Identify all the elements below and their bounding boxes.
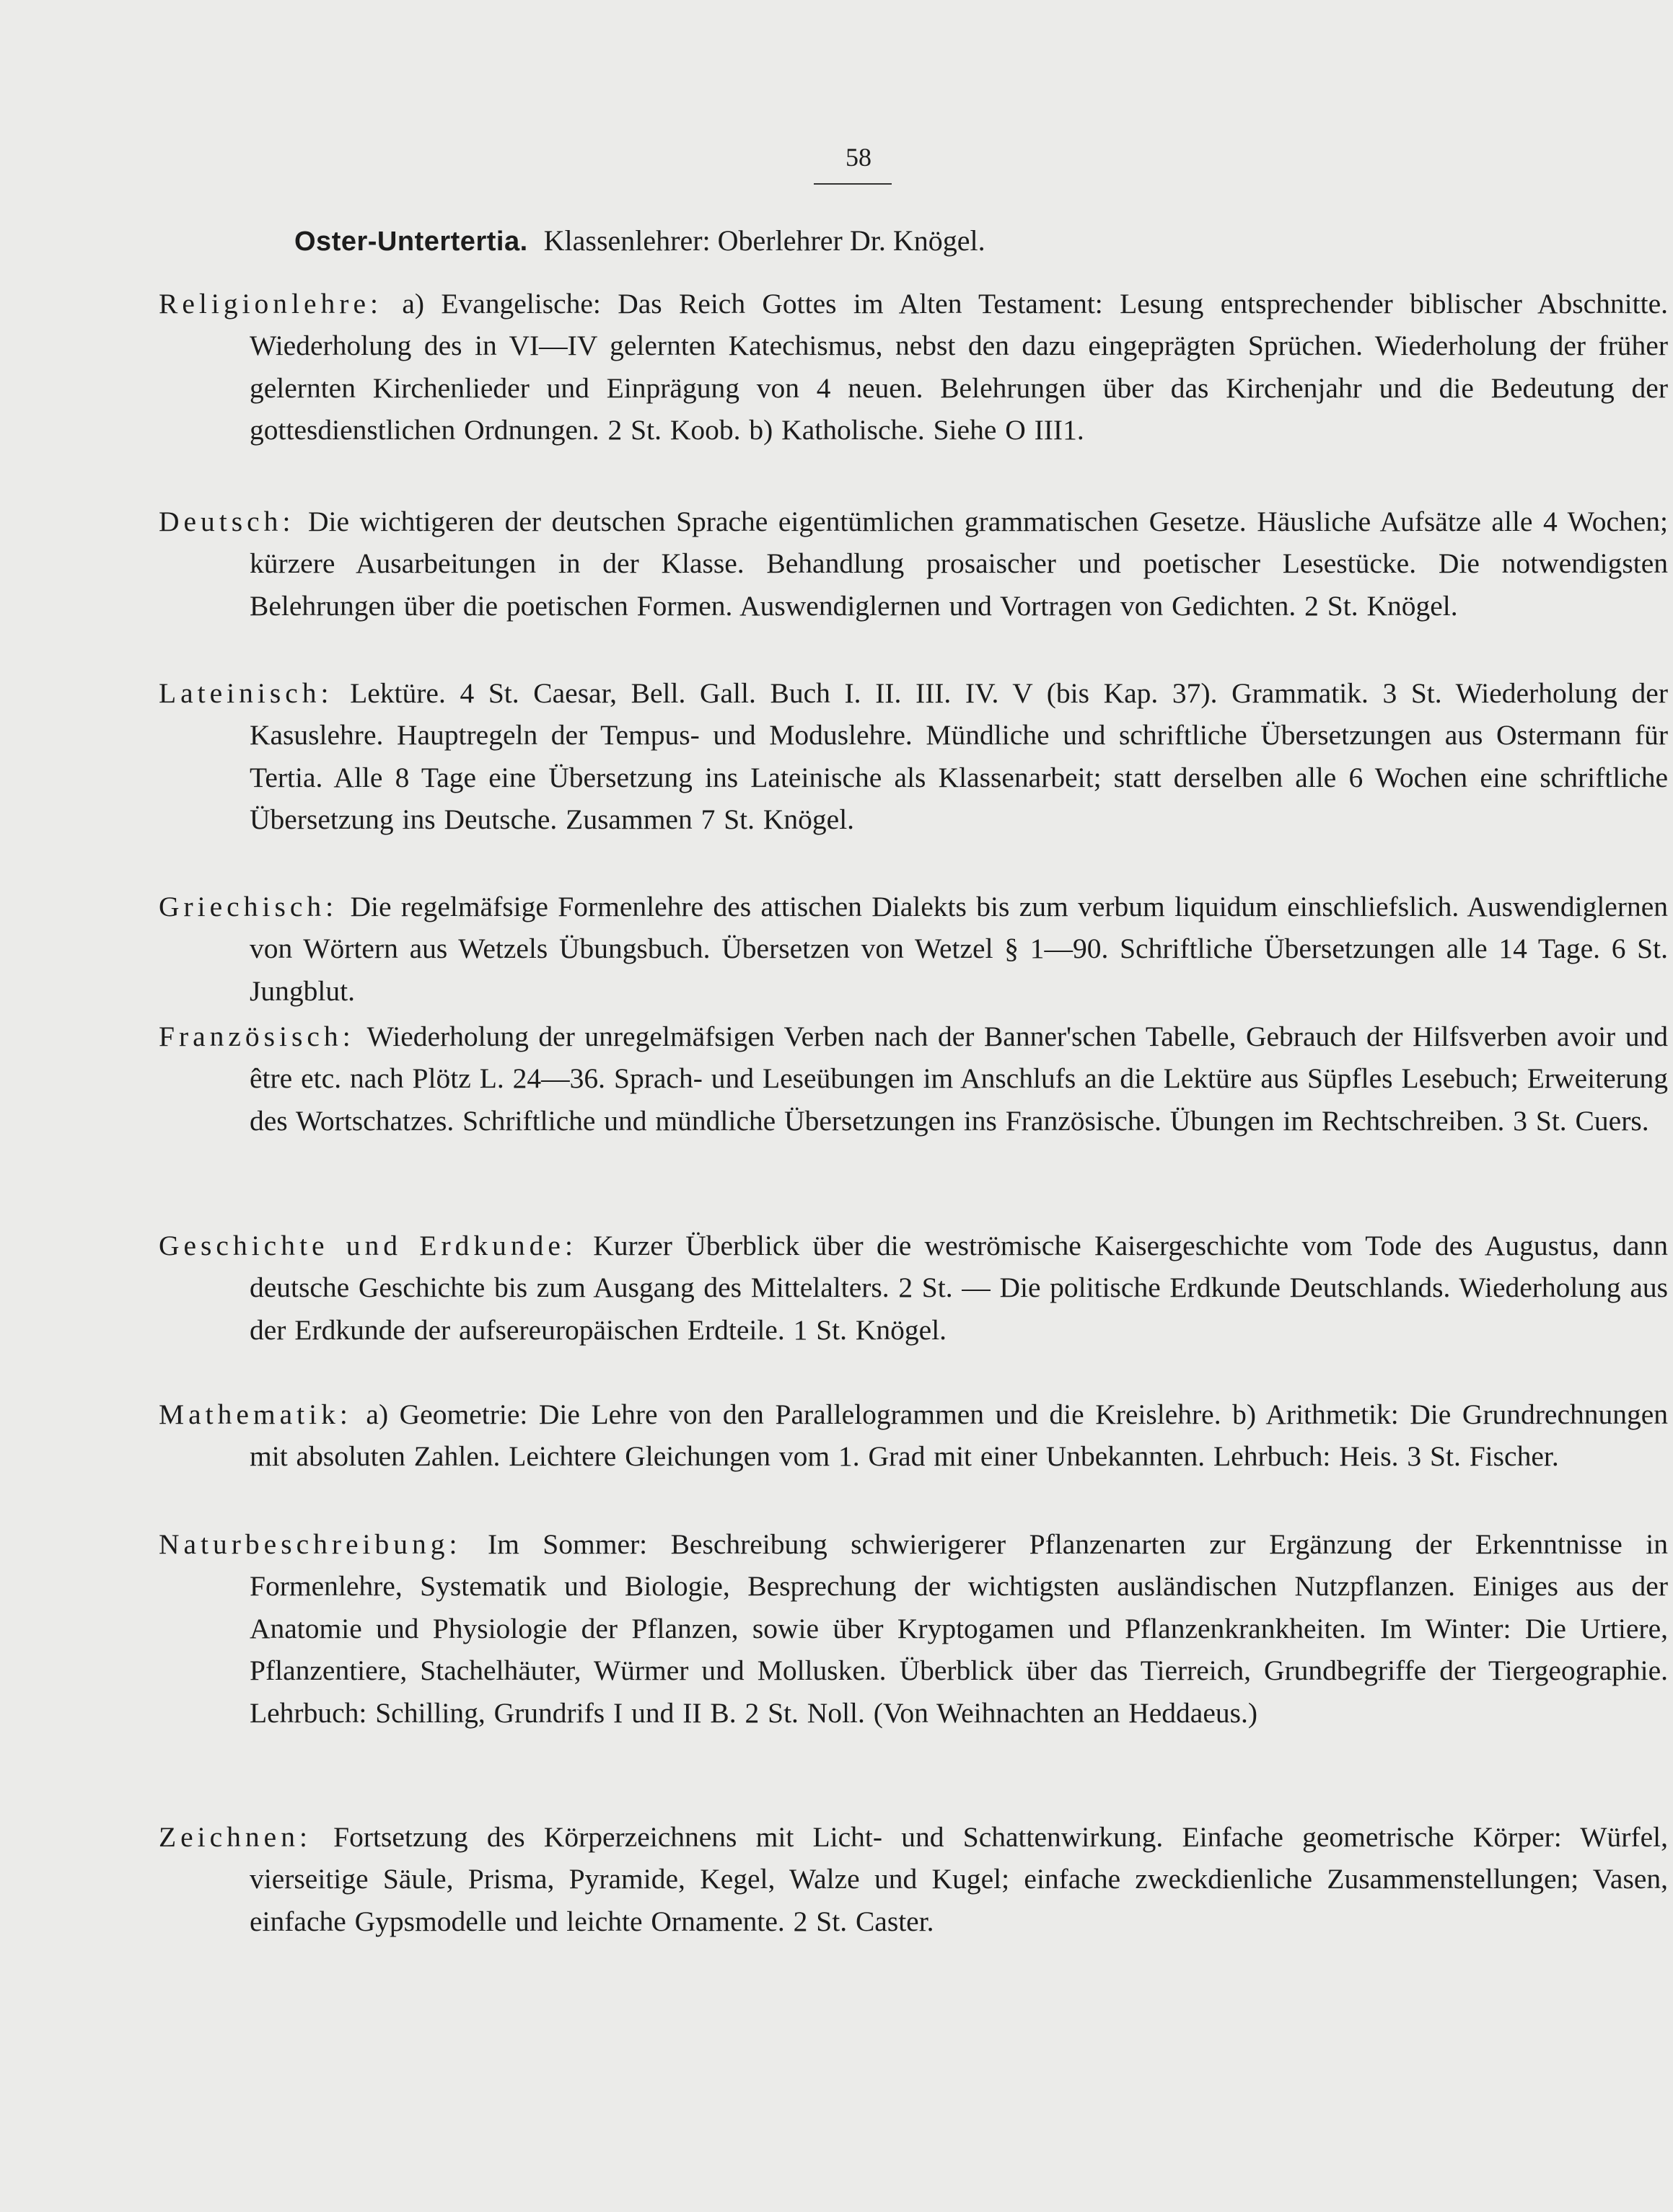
section-religionlehre: Religionlehre: a) Evangelische: Das Reich Gottes im Alten Testament: Lesung entsprechender biblischer Abschnitte. Wiederholung des in VI—IV gelernten Katechismus, nebst den dazu eingeprägten Sprüchen. Wiederholung der früher gelernten Kirchenlieder und Einprägung von 4 neuen. Belehrungen über das Kirchenjahr und die Bedeutung der gottesdienstlichen Ordnungen. 2 St. Koob. b) Katholische. Siehe O III1. (159, 288, 1669, 446)
subject-label: Zeichnen (159, 1821, 299, 1853)
page-number-rule (814, 183, 892, 185)
subject-label: Französisch (159, 1021, 343, 1052)
section-text: Im Sommer: Beschreibung schwierigerer Pflanzenarten zur Ergänzung der Erkenntnisse in Formenlehre, Systematik und Biologie, Besprechung der wichtigsten ausländischen Nutzpflanzen. Einiges aus der Anatomie und Physiologie der Pflanzen, sowie über Kryptogamen und Pflanzenkrankheiten. Im Winter: Die Urtiere, Pflanzentiere, Stachelhäuter, Würmer und Mollusken. Überblick über das Tierreich, Grundbegriffe der Tiergeographie. Lehrbuch: Schilling, Grundrifs I und II B. 2 St. Noll. (Von Weihnachten an Heddaeus.) (250, 1528, 1669, 1729)
subject-label: Deutsch (159, 506, 283, 537)
section-mathematik: Mathematik: a) Geometrie: Die Lehre von den Parallelogrammen und die Kreislehre. b) Arithmetik: Die Grundrechnungen mit absoluten Zahlen. Leichtere Gleichungen vom 1. Grad mit einer Unbekannten. Lehrbuch: Heis. 3 St. Fischer. (159, 1398, 1669, 1473)
section-text: a) Geometrie: Die Lehre von den Parallelogrammen und die Kreislehre. b) Arithmetik: Die Grundrechnungen mit absoluten Zahlen. Leichtere Gleichungen vom 1. Grad mit einer Unbekannten. Lehrbuch: Heis. 3 St. Fischer. (250, 1398, 1669, 1473)
subject-label: Griechisch (159, 891, 326, 922)
section-text: Kurzer Überblick über die weströmische Kaisergeschichte vom Tode des Augustus, dann deutsche Geschichte bis zum Ausgang des Mittelalters. 2 St. — Die politische Erdkunde Deutschlands. Wiederholung aus der Erdkunde der aufsereuropäischen Erdteile. 1 St. Knögel. (250, 1230, 1669, 1346)
section-text: Lektüre. 4 St. Caesar, Bell. Gall. Buch I. II. III. IV. V (bis Kap. 37). Grammatik. 3 St. Wiederholung der Kasuslehre. Hauptregeln der Tempus- und Moduslehre. Mündliche und schriftliche Übersetzungen aus Ostermann für Tertia. Alle 8 Tage eine Übersetzung ins Lateinische als Klassenarbeit; statt derselben alle 6 Wochen eine schriftliche Übersetzung ins Deutsche. Zusammen 7 St. Knögel. (250, 677, 1668, 836)
class-teacher: Klassenlehrer: Oberlehrer Dr. Knögel. (543, 224, 985, 257)
section-zeichnen: Zeichnen: Fortsetzung des Körperzeichnens mit Licht- und Schattenwirkung. Einfache geometrische Körper: Würfel, vierseitige Säule, Prisma, Pyramide, Kegel, Walze und Kugel; einfache zweckdienliche Zusammenstellungen; Vasen, einfache Gypsmodelle und leichte Ornamente. 2 St. Caster. (159, 1821, 1668, 1937)
class-title: Oster-Untertertia. (294, 226, 528, 257)
section-deutsch: Deutsch: Die wichtigeren der deutschen Sprache eigentümlichen grammatischen Gesetze. Häusliche Aufsätze alle 4 Wochen; kürzere Ausarbeitungen in der Klasse. Behandlung prosaischer und poetischer Lesestücke. Die notwendigsten Belehrungen über die poetischen Formen. Auswendiglernen und Vortragen von Gedichten. 2 St. Knögel. (159, 506, 1669, 622)
section-text: Die wichtigeren der deutschen Sprache eigentümlichen grammatischen Gesetze. Häusliche Aufsätze alle 4 Wochen; kürzere Ausarbeitungen in der Klasse. Behandlung prosaischer und poetischer Lesestücke. Die notwendigsten Belehrungen über die poetischen Formen. Auswendiglernen und Vortragen von Gedichten. 2 St. Knögel. (250, 506, 1669, 622)
page-number: 58 (846, 143, 871, 172)
section-franzoesisch: Französisch: Wiederholung der unregelmäfsigen Verben nach der Banner'schen Tabelle, Gebrauch der Hilfsverben avoir und être etc. nach Plötz L. 24—36. Sprach- und Leseübungen im Anschlufs an die Lektüre aus Süpfles Lesebuch; Erweiterung des Wortschatzes. Schriftliche und mündliche Übersetzungen ins Französische. Übungen im Rechtschreiben. 3 St. Cuers. (159, 1021, 1669, 1137)
subject-label: Geschichte und Erdkunde (159, 1230, 565, 1261)
subject-label: Lateinisch (159, 677, 321, 709)
class-header (294, 219, 1376, 263)
subject-label: Mathematik (159, 1398, 340, 1430)
section-geschichte-erdkunde: Geschichte und Erdkunde: Kurzer Überblick über die weströmische Kaisergeschichte vom Tode des Augustus, dann deutsche Geschichte bis zum Ausgang des Mittelalters. 2 St. — Die politische Erdkunde Deutschlands. Wiederholung aus der Erdkunde der aufsereuropäischen Erdteile. 1 St. Knögel. (159, 1230, 1669, 1346)
section-lateinisch: Lateinisch: Lektüre. 4 St. Caesar, Bell. Gall. Buch I. II. III. IV. V (bis Kap. 37). Grammatik. 3 St. Wiederholung der Kasuslehre. Hauptregeln der Tempus- und Moduslehre. Mündliche und schriftliche Übersetzungen aus Ostermann für Tertia. Alle 8 Tage eine Übersetzung ins Lateinische als Klassenarbeit; statt derselben alle 6 Wochen eine schriftliche Übersetzung ins Deutsche. Zusammen 7 St. Knögel. (159, 677, 1668, 836)
subject-label: Religionlehre (159, 288, 370, 320)
section-text: Fortsetzung des Körperzeichnens mit Licht- und Schattenwirkung. Einfache geometrische Körper: Würfel, vierseitige Säule, Prisma, Pyramide, Kegel, Walze und Kugel; einfache zweckdienliche Zusammenstellungen; Vasen, einfache Gypsmodelle und leichte Ornamente. 2 St. Caster. (250, 1821, 1668, 1937)
section-text: Wiederholung der unregelmäfsigen Verben nach der Banner'schen Tabelle, Gebrauch der Hilfsverben avoir und être etc. nach Plötz L. 24—36. Sprach- und Leseübungen im Anschlufs an die Lektüre aus Süpfles Lesebuch; Erweiterung des Wortschatzes. Schriftliche und mündliche Übersetzungen ins Französische. Übungen im Rechtschreiben. 3 St. Cuers. (250, 1021, 1669, 1137)
section-griechisch: Griechisch: Die regelmäfsige Formenlehre des attischen Dialekts bis zum verbum liquidum einschliefslich. Auswendiglernen von Wörtern aus Wetzels Übungsbuch. Übersetzen von Wetzel § 1—90. Schriftliche Übersetzungen alle 14 Tage. 6 St. Jungblut. (159, 891, 1669, 1007)
section-naturbeschreibung: Naturbeschreibung: Im Sommer: Beschreibung schwierigerer Pflanzenarten zur Ergänzung der Erkenntnisse in Formenlehre, Systematik und Biologie, Besprechung der wichtigsten ausländischen Nutzpflanzen. Einiges aus der Anatomie und Physiologie der Pflanzen, sowie über Kryptogamen und Pflanzenkrankheiten. Im Winter: Die Urtiere, Pflanzentiere, Stachelhäuter, Würmer und Mollusken. Überblick über das Tierreich, Grundbegriffe der Tiergeographie. Lehrbuch: Schilling, Grundrifs I und II B. 2 St. Noll. (Von Weihnachten an Heddaeus.) (159, 1528, 1669, 1729)
subject-label: Naturbeschreibung (159, 1528, 449, 1560)
section-text: a) Evangelische: Das Reich Gottes im Alten Testament: Lesung entsprechender biblischer Abschnitte. Wiederholung des in VI—IV gelernten Katechismus, nebst den dazu eingeprägten Sprüchen. Wiederholung der früher gelernten Kirchenlieder und Einprägung von 4 neuen. Belehrungen über das Kirchenjahr und die Bedeutung der gottesdienstlichen Ordnungen. 2 St. Koob. b) Katholische. Siehe O III1. (250, 288, 1669, 446)
section-text: Die regelmäfsige Formenlehre des attischen Dialekts bis zum verbum liquidum einschliefslich. Auswendiglernen von Wörtern aus Wetzels Übungsbuch. Übersetzen von Wetzel § 1—90. Schriftliche Übersetzungen alle 14 Tage. 6 St. Jungblut. (250, 891, 1669, 1007)
